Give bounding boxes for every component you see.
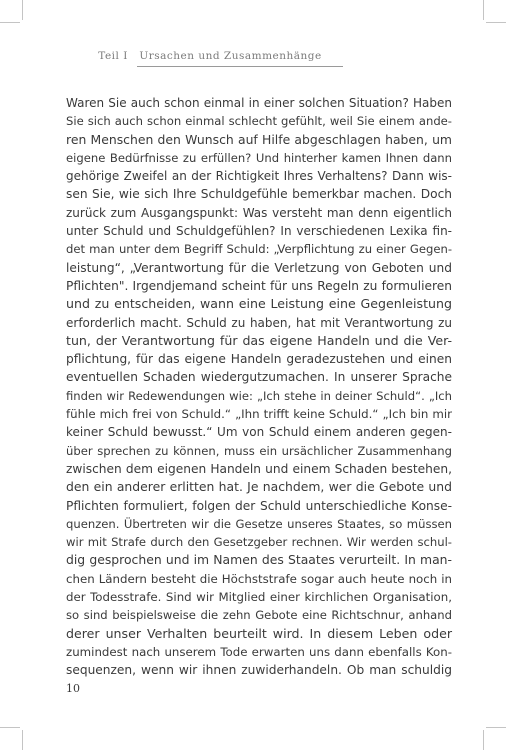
text-line: fühle mich frei von Schuld.“ „Ihn trifft keine Schuld.“ „Ich bin mir (66, 407, 452, 422)
text-line: tun, der Verantwortung für das eigene Handeln und die Ver- (66, 332, 452, 348)
text-line: keiner Schuld bewusst.“ Um von Schuld einem anderen gegen- (66, 425, 452, 440)
text-line: ren Menschen den Wunsch auf Hilfe abgeschlagen haben, um (66, 131, 452, 147)
text-line: gehörige Zweifel an der Richtigkeit Ihres Verhaltens? Dann wis- (66, 169, 452, 184)
text-line: zwischen dem eigenen Handeln und einem Schaden bestehen, (66, 461, 452, 476)
text-line: sequenzen, wenn wir ihnen zuwiderhandeln. Ob man schuldig (66, 663, 452, 678)
text-line: pflichtung, für das eigene Handeln geradezustehen und einen (66, 352, 452, 367)
crop-mark-bottom-right-vertical (483, 730, 484, 750)
page-number: 10 (66, 682, 80, 695)
text-line: sen Sie, wie sich Ihre Schuldgefühle bemerkbar machen. Doch (66, 187, 452, 202)
text-line: der Todesstrafe. Sind wir Mitglied einer kirchlichen Organisation, (66, 590, 452, 605)
crop-mark-top-left-vertical (22, 0, 23, 20)
text-line: erforderlich macht. Schuld zu haben, hat mit Verantwortung zu (66, 315, 452, 330)
text-line: Waren Sie auch schon einmal in einer solchen Situation? Haben (66, 96, 452, 110)
text-line: finden wir Redewendungen wie: „Ich stehe in deiner Schuld“. „Ich (66, 388, 452, 403)
text-line: Pflichten formuliert, folgen der Schuld unterschiedliche Konse- (66, 498, 452, 513)
crop-mark-bottom-right-horizontal (486, 727, 506, 728)
text-line: den ein anderer erlitten hat. Je nachdem, wer die Gebote und (66, 479, 452, 495)
crop-mark-bottom-left-horizontal (0, 727, 20, 728)
text-line: über sprechen zu können, muss ein ursächlicher Zusammenhang (66, 443, 452, 458)
text-line: zumindest nach unserem Tode erwarten uns dann ebenfalls Kon- (66, 644, 452, 659)
text-line: zurück zum Ausgangspunkt: Was versteht man denn eigentlich (66, 205, 452, 220)
text-line: unter Schuld und Schuldgefühlen? In verschiedenen Lexika fin- (66, 224, 452, 239)
crop-mark-top-right-vertical (483, 0, 484, 20)
text-line: eigene Bedürfnisse zu erfüllen? Und hinterher kamen Ihnen dann (66, 150, 452, 165)
text-line: quenzen. Übertreten wir die Gesetze unseres Staates, so müssen (66, 516, 452, 531)
text-line: Sie sich auch schon einmal schlecht gefühlt, weil Sie einem ande- (66, 114, 452, 129)
crop-mark-top-right-horizontal (486, 22, 506, 23)
text-line: derer unser Verhalten beurteilt wird. In diesem Leben oder (66, 625, 452, 641)
text-line: und zu entscheiden, wann eine Leistung eine Gegenleistung (66, 296, 452, 312)
text-line: wir mit Strafe durch den Gesetzgeber rechnen. Wir werden schul- (66, 535, 452, 550)
text-line: Pflichten". Irgendjemand scheint für uns Regeln zu formulieren (66, 278, 452, 293)
text-line: chen Ländern besteht die Höchststrafe sogar auch heute noch in (66, 571, 452, 586)
text-line: dig gesprochen und im Namen des Staates verurteilt. In man- (66, 552, 452, 568)
text-line: leistung“, „Verantwortung für die Verletzung von Geboten und (66, 260, 452, 275)
crop-mark-top-left-horizontal (0, 22, 20, 23)
body-paragraph (66, 94, 452, 680)
text-line: eventuellen Schaden wiedergutzumachen. In unserer Sprache (66, 370, 452, 385)
text-line: so sind beispielsweise die zehn Gebote eine Richtschnur, anhand (66, 608, 452, 623)
running-head: Teil I Ursachen und Zusammenhänge (98, 50, 322, 62)
crop-mark-bottom-left-vertical (22, 730, 23, 750)
text-line: det man unter dem Begriff Schuld: „Verpflichtung zu einer Gegen- (66, 242, 452, 257)
running-head-rule (137, 66, 343, 67)
